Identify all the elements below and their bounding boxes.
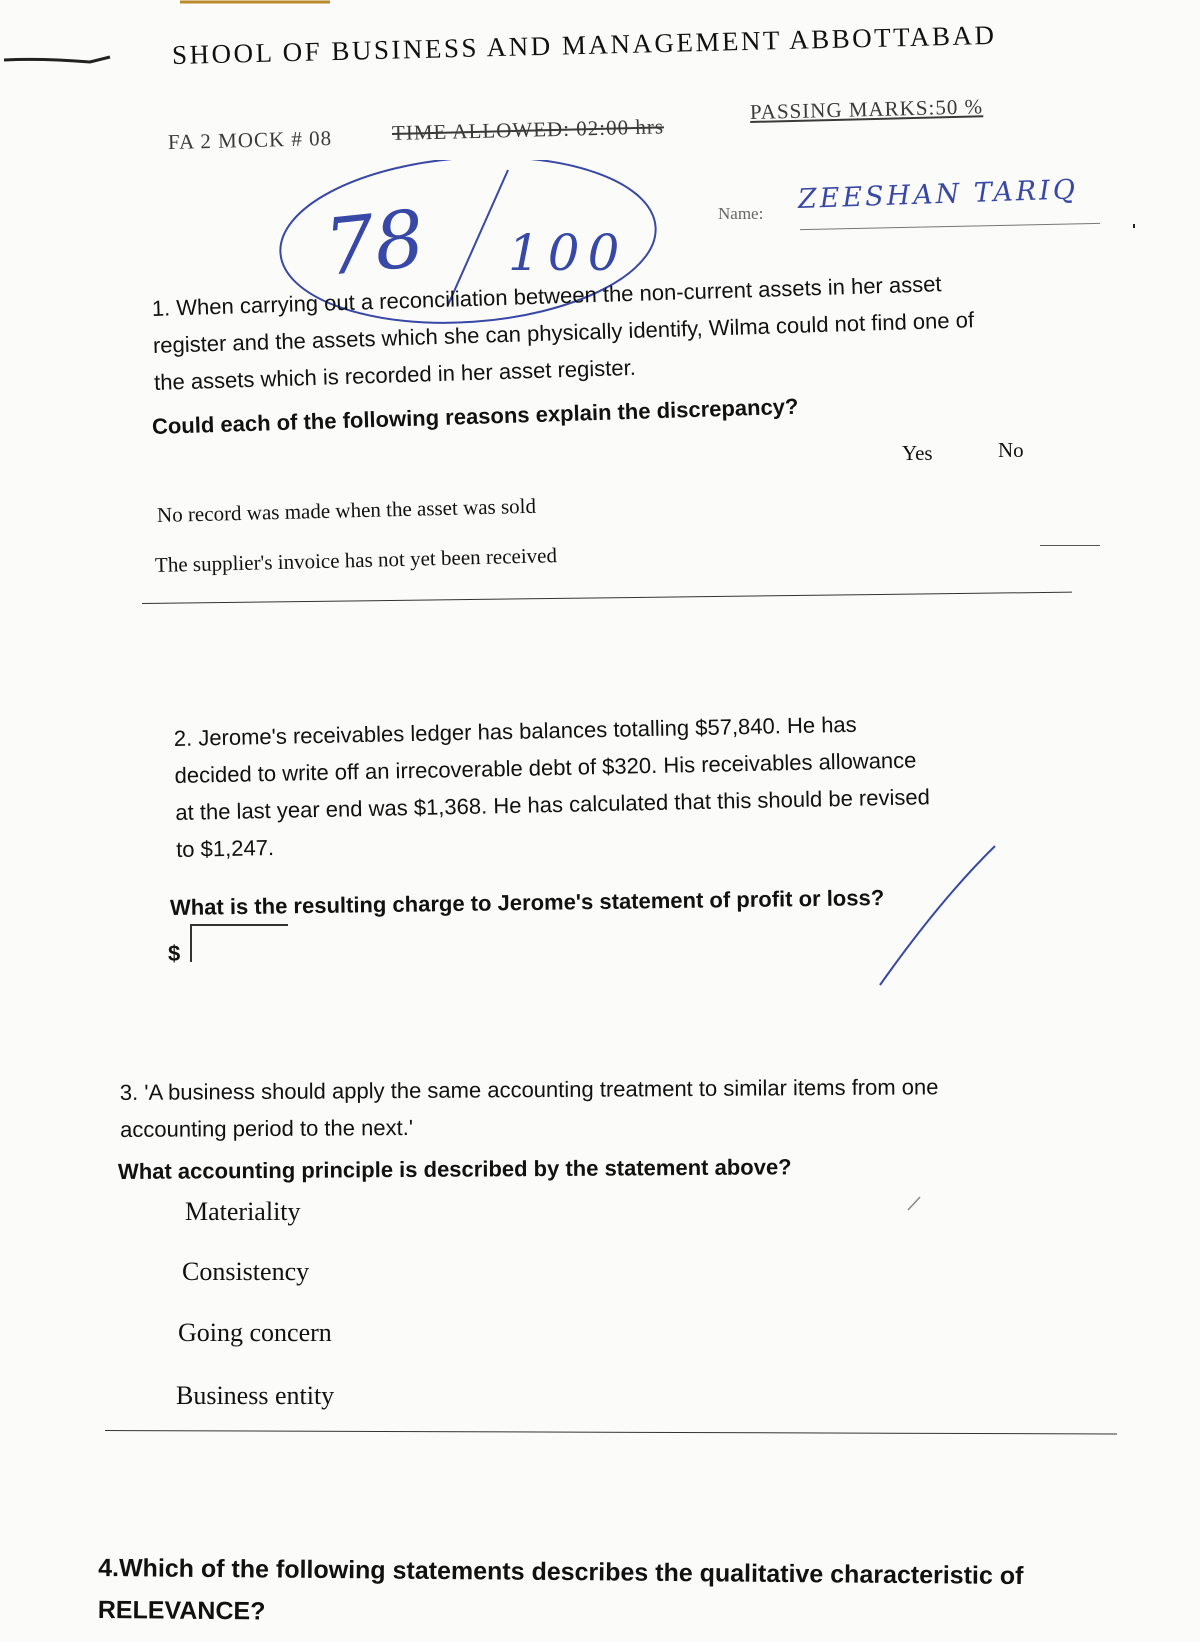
question-3-prompt: What accounting principle is described by the statement above? [117,1154,792,1184]
time-allowed: TIME ALLOWED: 02:00 hrs [391,114,665,145]
question-1-prompt: Could each of the following reasons explain the discrepancy? [151,393,799,439]
yes-column-header: Yes [902,441,933,465]
currency-symbol: $ [168,941,181,966]
question-3-line: 3. 'A business should apply the same accounting treatment to similar items from one [119,1074,939,1106]
name-label: Name: [718,204,764,223]
question-3-choice[interactable]: Going concern [178,1318,332,1347]
no-column-header: No [998,438,1024,462]
question-4-text [98,1547,1024,1639]
question-3-text [120,1068,939,1148]
divider [1040,545,1100,546]
question-1-line: 1. When carrying out a reconciliation between the non-current assets in her asset [151,271,942,322]
question-2-line: to $1,247. [175,834,275,862]
question-2-text [173,704,931,868]
question-3-line: accounting period to the next.' [120,1114,414,1142]
score-numerator: 78 [320,194,429,294]
question-2-line: at the last year end was $1,368. He has calculated that this should be revised [175,784,931,825]
margin-stroke-icon [4,57,110,62]
question-4-line: 4.Which of the following statements describes the qualitative characteristic of [98,1554,1024,1591]
question-2-line: 2. Jerome's receivables ledger has balances totalling $57,840. He has [173,711,857,752]
passing-marks: PASSING MARKS:50 % [749,94,984,124]
question-2-prompt: What is the resulting charge to Jerome's statement of profit or loss? [169,885,885,920]
question-1-line: the assets which is recorded in her asset register. [153,354,637,395]
answer-input-box[interactable] [190,924,288,962]
question-1-line: register and the assets which she can physically identify, Wilma could not find one of [152,307,975,358]
question-3-choice[interactable]: Materiality [185,1197,301,1226]
student-name: ZEESHAN TARIQ [797,174,1079,215]
question-1-reason-row[interactable]: No record was made when the asset was sold [156,493,537,527]
score-denominator: 100 [508,224,628,282]
question-1-reason-row[interactable]: The supplier's invoice has not yet been received [154,543,558,577]
mock-number: FA 2 MOCK # 08 [167,125,333,154]
question-2-line: decided to write off an irrecoverable debt of $320. His receivables allowance [174,747,917,789]
tick-mark-small-icon [908,1197,920,1210]
question-3-choice[interactable]: Business entity [176,1381,335,1410]
question-4-line: RELEVANCE? [97,1595,266,1626]
question-3-choice[interactable]: Consistency [182,1257,310,1286]
school-title: SHOOL OF BUSINESS AND MANAGEMENT ABBOTTABAD [171,19,997,70]
tick-mark-icon [880,846,995,985]
